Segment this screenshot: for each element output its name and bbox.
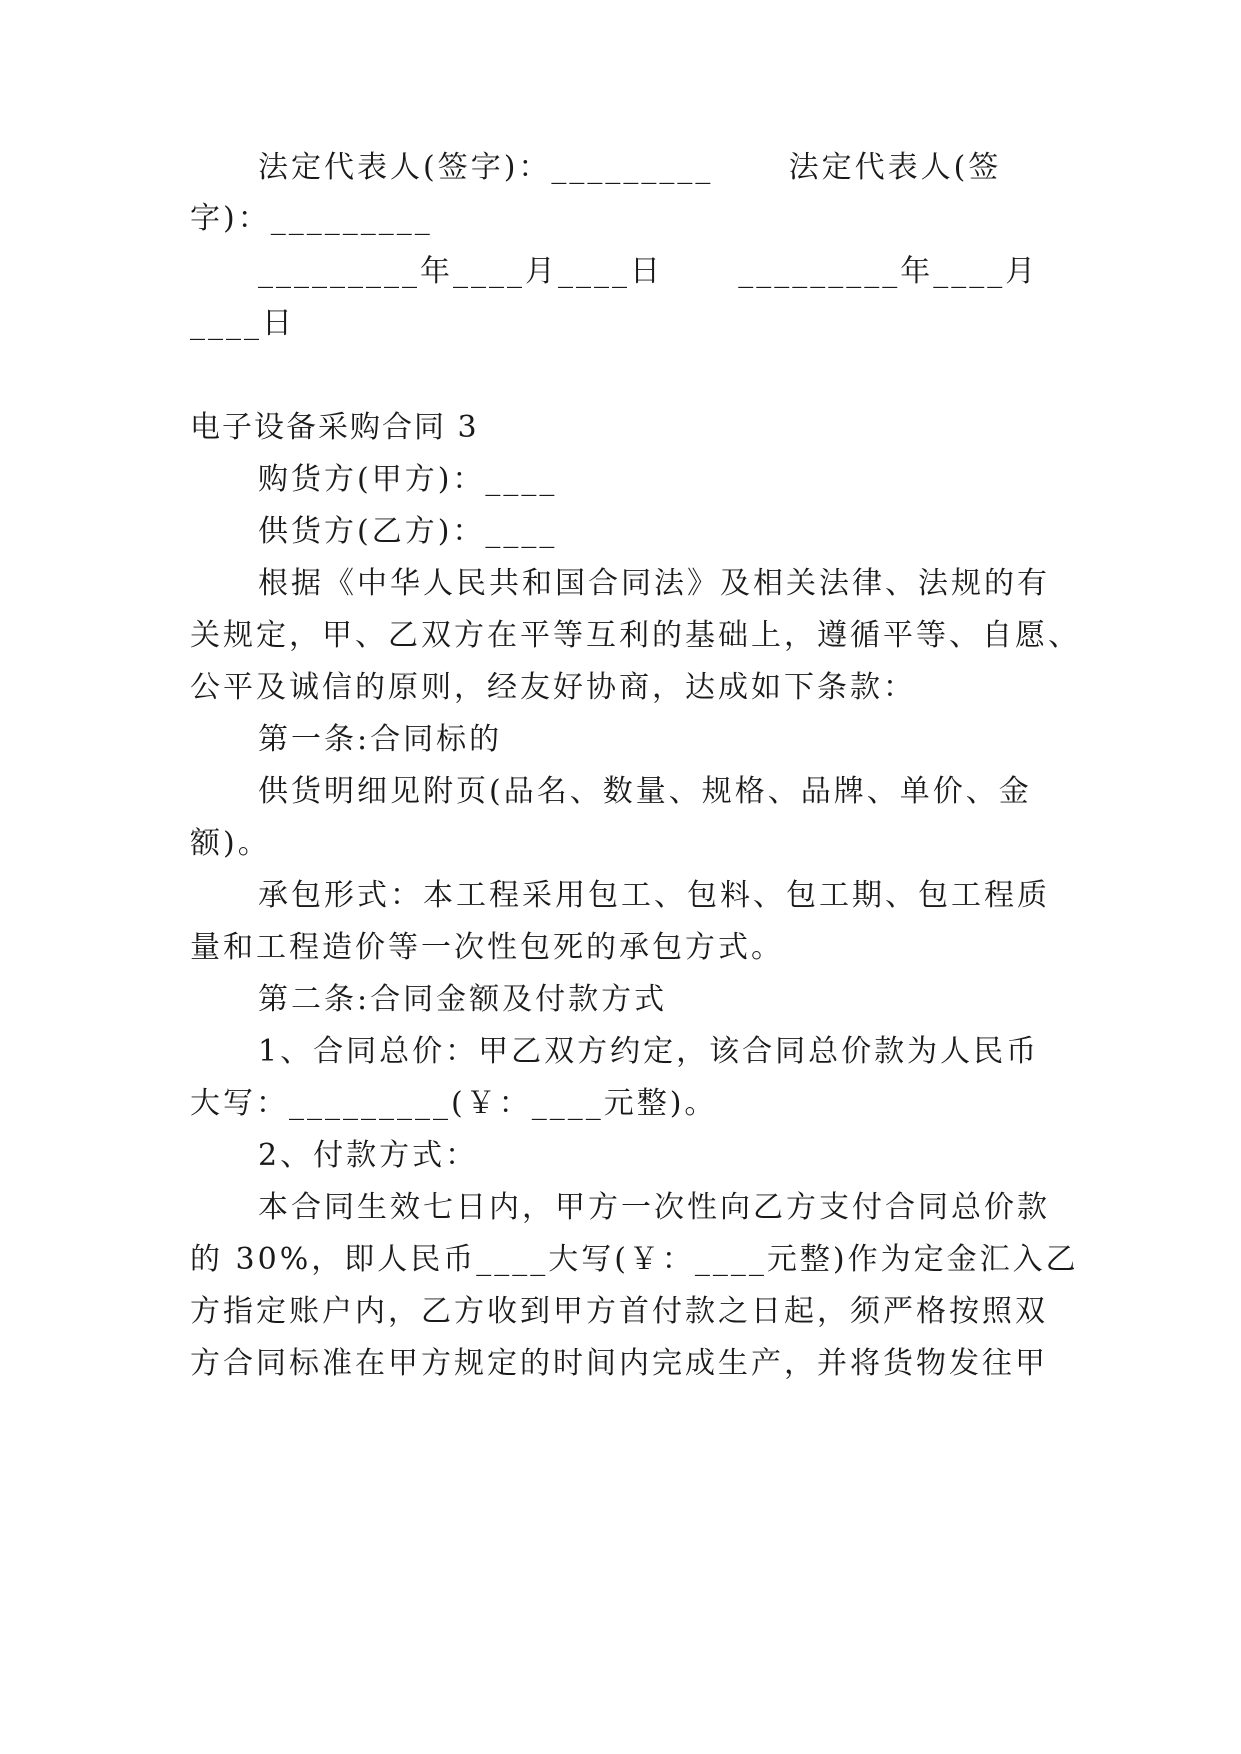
contract-form-line: 量和工程造价等一次性包死的承包方式。	[190, 930, 784, 965]
total-price-line: 大写：_________(￥：____元整)。	[190, 1086, 718, 1121]
preamble-line: 关规定，甲、乙双方在平等互利的基础上，遵循平等、自愿、	[190, 618, 1081, 653]
payment-body-line: 方指定账户内，乙方收到甲方首付款之日起，须严格按照双	[190, 1294, 1048, 1329]
payment-heading: 2、付款方式：	[258, 1138, 479, 1173]
payment-body-line: 本合同生效七日内，甲方一次性向乙方支付合同总价款	[258, 1190, 1050, 1225]
supplier-line: 供货方(乙方)：____	[258, 514, 558, 549]
article-1-body-line: 额)。	[190, 826, 271, 861]
signature-date-line-cont: ____日	[190, 306, 295, 341]
contract-title: 电子设备采购合同 3	[190, 410, 479, 445]
preamble-line: 公平及诚信的原则，经友好协商，达成如下条款：	[190, 670, 916, 705]
payment-body-line: 方合同标准在甲方规定的时间内完成生产，并将货物发往甲	[190, 1346, 1048, 1381]
legal-rep-signature-line: 法定代表人(签字)：_________ 法定代表人(签	[258, 150, 1002, 185]
article-2-heading: 第二条:合同金额及付款方式	[258, 982, 668, 1017]
total-price-line: 1、合同总价：甲乙双方约定，该合同总价款为人民币	[258, 1034, 1040, 1069]
contract-form-line: 承包形式：本工程采用包工、包料、包工期、包工程质	[258, 878, 1050, 913]
signature-date-line: _________年____月____日 _________年____月	[258, 254, 1039, 289]
preamble-line: 根据《中华人民共和国合同法》及相关法律、法规的有	[258, 566, 1050, 601]
buyer-line: 购货方(甲方)：____	[258, 462, 558, 497]
legal-rep-signature-line-cont: 字)：_________	[190, 201, 433, 236]
payment-body-line: 的 30%，即人民币____大写(￥：____元整)作为定金汇入乙	[190, 1242, 1079, 1277]
article-1-heading: 第一条:合同标的	[258, 722, 503, 757]
article-1-body-line: 供货明细见附页(品名、数量、规格、品牌、单价、金	[258, 774, 1032, 809]
